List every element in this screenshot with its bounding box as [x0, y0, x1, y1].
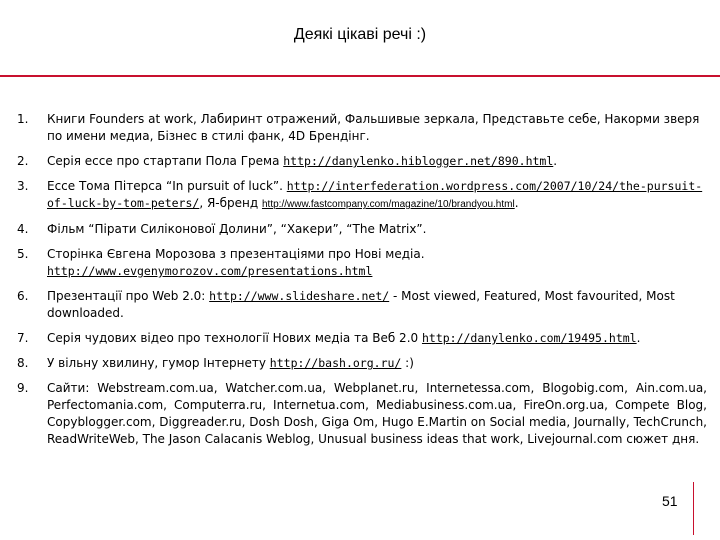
danylenko-hiblogger-link[interactable]: http://danylenko.hiblogger.net/890.html — [283, 154, 554, 168]
item-number: 1. — [17, 112, 29, 126]
slide-title: Деякі цікаві речі :) — [293, 26, 427, 43]
list-item — [17, 111, 707, 145]
item-number: 4. — [17, 222, 29, 236]
item-text-mid: , Я-бренд — [199, 196, 262, 210]
item-number: 9. — [17, 381, 29, 395]
interfederation-link[interactable]: http://interfederation.wordpress.com/2007/10/24/the-pursuit-of-luck-by-tom-peters/ — [47, 179, 703, 210]
list-item — [17, 178, 707, 213]
item-text: У вільну хвилину, гумор Інтернету — [47, 356, 270, 370]
item-number: 8. — [17, 356, 29, 370]
item-number: 5. — [17, 247, 29, 261]
list-item — [17, 246, 707, 280]
slideshare-link[interactable]: http://www.slideshare.net/ — [209, 289, 390, 303]
item-number: 2. — [17, 154, 29, 168]
resource-list — [17, 111, 707, 456]
item-text: Серія ессе про стартапи Пола Грема — [47, 154, 284, 168]
list-item — [17, 355, 707, 372]
item-text-end: . — [553, 154, 558, 168]
item-text-end: :) — [401, 356, 414, 370]
list-item — [17, 221, 707, 238]
item-text: Ессе Тома Пітерса “In pursuit of luck”. — [47, 179, 287, 193]
item-number: 7. — [17, 331, 29, 345]
item-text-end: - Most viewed, Featured, Most favourited, Most downloaded. — [47, 289, 675, 320]
item-text: Сторінка Євгена Морозова з презентаціями про Нові медіа. — [47, 247, 425, 261]
page-number: 51 — [662, 493, 678, 509]
item-text: Книги Founders at work, Лабиринт отражений, Фальшивые зеркала, Представьте себе, Накорми зверя по имени медиа, Бізнес в стилі фанк, 4D Брендінг. — [47, 112, 700, 143]
danylenko-link[interactable]: http://danylenko.com/19495.html — [421, 331, 637, 345]
list-item — [17, 288, 707, 322]
list-item — [17, 330, 707, 347]
title-divider — [0, 75, 720, 77]
item-text: Серія чудових відео про технології Нових медіа та Веб 2.0 — [47, 331, 422, 345]
item-text-end: . — [514, 196, 519, 210]
item-number: 3. — [17, 179, 29, 193]
item-text: Презентації про Web 2.0: — [47, 289, 210, 303]
corner-divider — [693, 482, 694, 535]
item-text-end: . — [636, 331, 641, 345]
item-text: Сайти: Webstream.com.ua, Watcher.com.ua, Webplanet.ru, Internetessa.com, Blogobig.com, Ain.com.ua, Perfectomania.com, Computerra.ru, Internetua.com, Mediabusiness.com.ua, FireOn.org.ua, Compete Blog, Copyblogger.com, Diggreader.ru, Dosh Dosh, Giga Om, Hugo E.Martin on Social media, Journally, TechCrunch, ReadWriteWeb, The Jason Calacanis Weblog, Unusual business ideas that work, Livejournal.com сюжет дня. — [47, 381, 707, 446]
list-item — [17, 380, 707, 448]
evgenymorozov-link[interactable]: http://www.evgenymorozov.com/presentations.html — [47, 264, 373, 278]
item-text: Фільм “Пірати Силіконової Долини”, “Хакери”, “The Matrix”. — [47, 222, 427, 236]
item-number: 6. — [17, 289, 29, 303]
fastcompany-link[interactable]: http://www.fastcompany.com/magazine/10/brandyou.html — [261, 199, 515, 210]
list-item — [17, 153, 707, 170]
bash-link[interactable]: http://bash.org.ru/ — [269, 356, 402, 370]
